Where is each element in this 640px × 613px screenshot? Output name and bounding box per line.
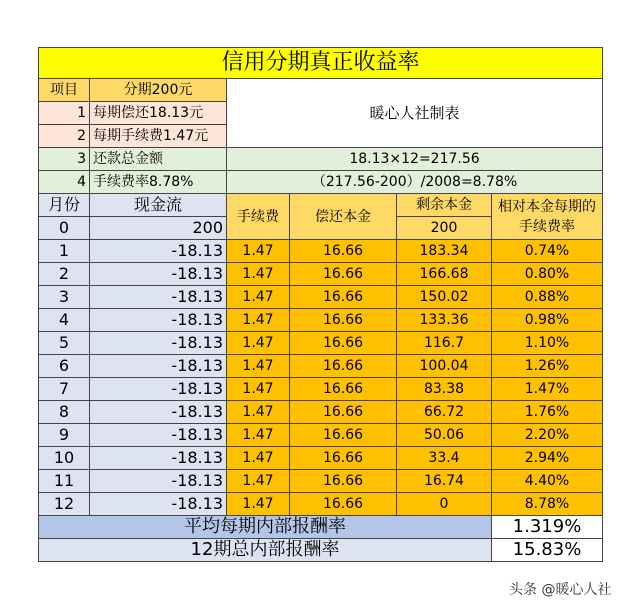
item-label: 项目	[39, 79, 90, 102]
info-label-4: 手续费率8.78%	[90, 171, 227, 194]
cell-month: 12	[39, 493, 90, 516]
table-row	[39, 263, 603, 286]
info-text-2: 每期手续费1.47元	[90, 125, 227, 148]
info-index-4: 4	[39, 171, 90, 194]
cell-month: 6	[39, 355, 90, 378]
cell-remaining: 50.06	[397, 424, 492, 447]
cell-repay: 16.66	[290, 447, 397, 470]
total-irr-value: 15.83%	[492, 539, 603, 562]
table-row	[39, 424, 603, 447]
cell-remaining: 116.7	[397, 332, 492, 355]
cell-fee: 1.47	[227, 355, 290, 378]
cell-repay: 16.66	[290, 470, 397, 493]
cell-cashflow: -18.13	[90, 470, 227, 493]
cell-rate: 8.78%	[492, 493, 603, 516]
watermark-credit: 头条 @暖心人社	[509, 582, 612, 598]
cell-month: 7	[39, 378, 90, 401]
info-formula-3: 18.13×12=217.56	[227, 148, 603, 171]
cell-repay: 16.66	[290, 332, 397, 355]
cell-remaining: 133.36	[397, 309, 492, 332]
cell-rate: 4.40%	[492, 470, 603, 493]
cell-rate: 0.88%	[492, 286, 603, 309]
table-row	[39, 493, 603, 516]
table-row	[39, 355, 603, 378]
irr-table	[38, 47, 603, 562]
cell-month: 4	[39, 309, 90, 332]
table-row	[39, 401, 603, 424]
col-header-repay: 偿还本金	[290, 194, 397, 240]
cell-month: 1	[39, 240, 90, 263]
cell-repay: 16.66	[290, 493, 397, 516]
cell-rate: 0.98%	[492, 309, 603, 332]
cell-fee: 1.47	[227, 470, 290, 493]
cell-fee: 1.47	[227, 240, 290, 263]
cell-rate: 2.20%	[492, 424, 603, 447]
page-title: 信用分期真正收益率	[39, 48, 603, 79]
cell-cashflow: -18.13	[90, 493, 227, 516]
cell-month: 10	[39, 447, 90, 470]
cell-rate: 1.26%	[492, 355, 603, 378]
cell-repay: 16.66	[290, 401, 397, 424]
item-value: 分期200元	[90, 79, 227, 102]
cell-month: 11	[39, 470, 90, 493]
col-header-cashflow: 现金流	[90, 194, 227, 217]
table-row	[39, 447, 603, 470]
col-header-month: 月份	[39, 194, 90, 217]
table-row	[39, 309, 603, 332]
cell-remaining: 183.34	[397, 240, 492, 263]
cell-rate: 1.76%	[492, 401, 603, 424]
table-row	[39, 286, 603, 309]
cell-remaining: 66.72	[397, 401, 492, 424]
cell-cashflow: -18.13	[90, 240, 227, 263]
avg-irr-label: 平均每期内部报酬率	[39, 516, 492, 539]
initial-cashflow: 200	[90, 217, 227, 240]
col-header-remaining: 剩余本金	[397, 194, 492, 217]
cell-rate: 1.47%	[492, 378, 603, 401]
cell-repay: 16.66	[290, 240, 397, 263]
cell-fee: 1.47	[227, 424, 290, 447]
cell-fee: 1.47	[227, 493, 290, 516]
cell-month: 8	[39, 401, 90, 424]
cell-remaining: 150.02	[397, 286, 492, 309]
cell-fee: 1.47	[227, 447, 290, 470]
initial-month: 0	[39, 217, 90, 240]
maker-label: 暖心人社制表	[227, 79, 603, 148]
cell-repay: 16.66	[290, 286, 397, 309]
cell-month: 2	[39, 263, 90, 286]
cell-rate: 0.74%	[492, 240, 603, 263]
table-row	[39, 332, 603, 355]
cell-remaining: 0	[397, 493, 492, 516]
cell-fee: 1.47	[227, 401, 290, 424]
cell-rate: 2.94%	[492, 447, 603, 470]
cell-month: 9	[39, 424, 90, 447]
cell-fee: 1.47	[227, 309, 290, 332]
cell-remaining: 100.04	[397, 355, 492, 378]
cell-repay: 16.66	[290, 309, 397, 332]
initial-remaining: 200	[397, 217, 492, 240]
cell-fee: 1.47	[227, 332, 290, 355]
cell-cashflow: -18.13	[90, 332, 227, 355]
col-header-fee: 手续费	[227, 194, 290, 240]
cell-month: 5	[39, 332, 90, 355]
table-row	[39, 378, 603, 401]
cell-cashflow: -18.13	[90, 263, 227, 286]
cell-remaining: 16.74	[397, 470, 492, 493]
cell-remaining: 166.68	[397, 263, 492, 286]
cell-cashflow: -18.13	[90, 286, 227, 309]
cell-remaining: 33.4	[397, 447, 492, 470]
info-index-1: 1	[39, 102, 90, 125]
cell-cashflow: -18.13	[90, 424, 227, 447]
cell-cashflow: -18.13	[90, 355, 227, 378]
info-index-2: 2	[39, 125, 90, 148]
cell-cashflow: -18.13	[90, 447, 227, 470]
avg-irr-value: 1.319%	[492, 516, 603, 539]
total-irr-label: 12期总内部报酬率	[39, 539, 492, 562]
cell-cashflow: -18.13	[90, 401, 227, 424]
cell-remaining: 83.38	[397, 378, 492, 401]
cell-fee: 1.47	[227, 263, 290, 286]
cell-fee: 1.47	[227, 378, 290, 401]
col-header-rate: 相对本金每期的手续费率	[492, 194, 603, 240]
cell-repay: 16.66	[290, 263, 397, 286]
cell-rate: 1.10%	[492, 332, 603, 355]
info-text-1: 每期偿还18.13元	[90, 102, 227, 125]
cell-repay: 16.66	[290, 355, 397, 378]
info-index-3: 3	[39, 148, 90, 171]
cell-repay: 16.66	[290, 378, 397, 401]
info-label-3: 还款总金额	[90, 148, 227, 171]
cell-repay: 16.66	[290, 424, 397, 447]
cell-rate: 0.80%	[492, 263, 603, 286]
cell-cashflow: -18.13	[90, 309, 227, 332]
cell-cashflow: -18.13	[90, 378, 227, 401]
info-formula-4: （217.56-200）/2008=8.78%	[227, 171, 603, 194]
table-row	[39, 240, 603, 263]
cell-month: 3	[39, 286, 90, 309]
cell-fee: 1.47	[227, 286, 290, 309]
table-row	[39, 470, 603, 493]
